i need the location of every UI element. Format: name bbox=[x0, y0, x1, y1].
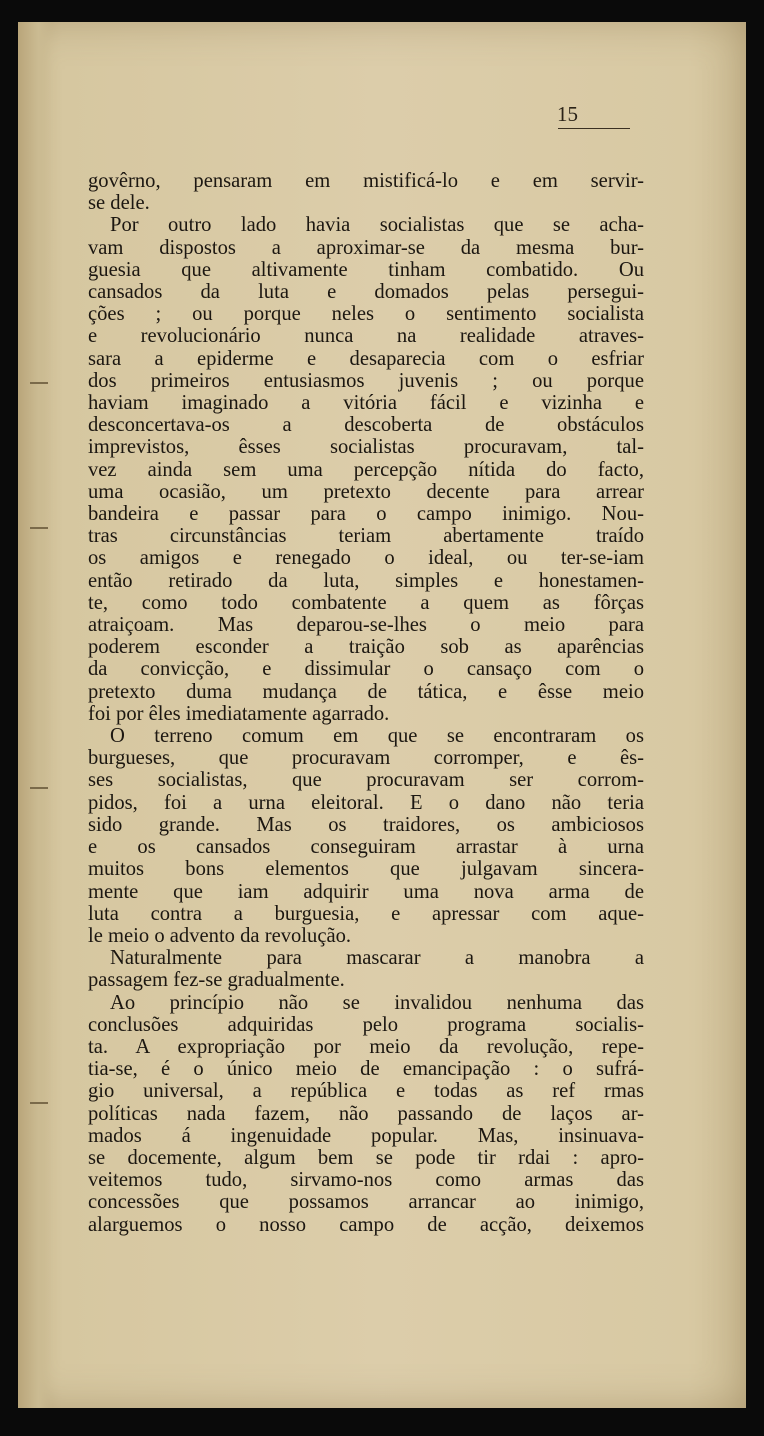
text-line: le meio o advento da revolução. bbox=[88, 924, 352, 947]
text-line: bandeira e passar para o campo inimigo. Nou- bbox=[88, 503, 644, 526]
text-line: passagem fez-se gradualmente. bbox=[88, 969, 345, 992]
text-line: concessões que possamos arrancar ao inimigo, bbox=[88, 1191, 644, 1214]
page-number: 15 bbox=[557, 102, 578, 126]
text-line: sido grande. Mas os traidores, os ambiciosos bbox=[88, 813, 644, 836]
text-line: muitos bons elementos que julgavam sincera- bbox=[88, 858, 644, 881]
text-line: imprevistos, êsses socialistas procuravam, tal- bbox=[88, 436, 644, 459]
text-line: mados á ingenuidade popular. Mas, insinuava- bbox=[88, 1124, 644, 1147]
body-text bbox=[88, 170, 644, 1236]
text-line: burgueses, que procuravam corromper, e ês- bbox=[88, 747, 644, 770]
text-line: e revolucionário nunca na realidade atraves- bbox=[88, 325, 644, 348]
text-line: govêrno, pensaram em mistificá-lo e em servir- bbox=[88, 170, 644, 192]
text-line: luta contra a burguesia, e apressar com aque- bbox=[88, 902, 644, 925]
text-line: mente que iam adquirir uma nova arma de bbox=[88, 880, 644, 903]
text-line: sara a epiderme e desaparecia com o esfriar bbox=[88, 347, 644, 370]
text-line: O terreno comum em que se encontraram os bbox=[110, 725, 644, 748]
text-line: ções ; ou porque neles o sentimento socialista bbox=[88, 303, 644, 326]
text-line: políticas nada fazem, não passando de laços ar- bbox=[88, 1102, 644, 1125]
text-line: tia-se, é o único meio de emancipação : o sufrá- bbox=[88, 1058, 644, 1081]
text-line: ses socialistas, que procuravam ser corrom- bbox=[88, 769, 644, 792]
text-line: ta. A expropriação por meio da revolução, repe- bbox=[88, 1035, 644, 1058]
text-line: atraiçoam. Mas deparou-se-lhes o meio para bbox=[88, 614, 644, 637]
text-line: se docemente, algum bem se pode tir rdai : apro- bbox=[88, 1146, 644, 1169]
binding-mark bbox=[30, 382, 48, 384]
text-line: dos primeiros entusiasmos juvenis ; ou porque bbox=[88, 369, 644, 392]
text-line: vam dispostos a aproximar-se da mesma bur- bbox=[88, 236, 644, 259]
page-binding-edge bbox=[18, 22, 52, 1408]
text-line: pidos, foi a urna eleitoral. E o dano não teria bbox=[88, 791, 644, 814]
text-line: desconcertava-os a descoberta de obstáculos bbox=[88, 414, 644, 437]
book-page bbox=[18, 22, 746, 1408]
text-line: pretexto duma mudança de tática, e êsse meio bbox=[88, 680, 644, 703]
text-line: tras circunstâncias teriam abertamente traído bbox=[88, 525, 644, 548]
text-line: Por outro lado havia socialistas que se acha- bbox=[110, 214, 644, 237]
binding-mark bbox=[30, 527, 48, 529]
text-line: Naturalmente para mascarar a manobra a bbox=[110, 947, 644, 970]
text-line: cansados da luta e domados pelas persegui- bbox=[88, 281, 644, 304]
binding-mark bbox=[30, 1102, 48, 1104]
text-line: conclusões adquiridas pelo programa socialis- bbox=[88, 1013, 644, 1036]
text-line: uma ocasião, um pretexto decente para arrear bbox=[88, 480, 644, 503]
text-line: vez ainda sem uma percepção nítida do facto, bbox=[88, 458, 644, 481]
text-line: haviam imaginado a vitória fácil e vizinha e bbox=[88, 392, 644, 415]
text-line: Ao princípio não se invalidou nenhuma das bbox=[110, 991, 644, 1014]
text-line: poderem esconder a traição sob as aparências bbox=[88, 636, 644, 659]
text-line: te, como todo combatente a quem as fôrças bbox=[88, 591, 644, 614]
text-line: gio universal, a república e todas as ref rmas bbox=[88, 1080, 644, 1103]
text-line: foi por êles imediatamente agarrado. bbox=[88, 702, 390, 725]
text-line: da convicção, e dissimular o cansaço com o bbox=[88, 658, 644, 681]
text-line: então retirado da luta, simples e honestamen- bbox=[88, 569, 644, 592]
text-line: e os cansados conseguiram arrastar à urna bbox=[88, 836, 644, 859]
header-rule bbox=[558, 128, 630, 129]
text-line: veitemos tudo, sirvamo-nos como armas das bbox=[88, 1169, 644, 1192]
binding-mark bbox=[30, 787, 48, 789]
text-line: os amigos e renegado o ideal, ou ter-se-iam bbox=[88, 547, 644, 570]
text-line: alarguemos o nosso campo de acção, deixemos bbox=[88, 1213, 644, 1236]
text-line: guesia que altivamente tinham combatido. Ou bbox=[88, 258, 644, 281]
text-line: se dele. bbox=[88, 192, 150, 215]
